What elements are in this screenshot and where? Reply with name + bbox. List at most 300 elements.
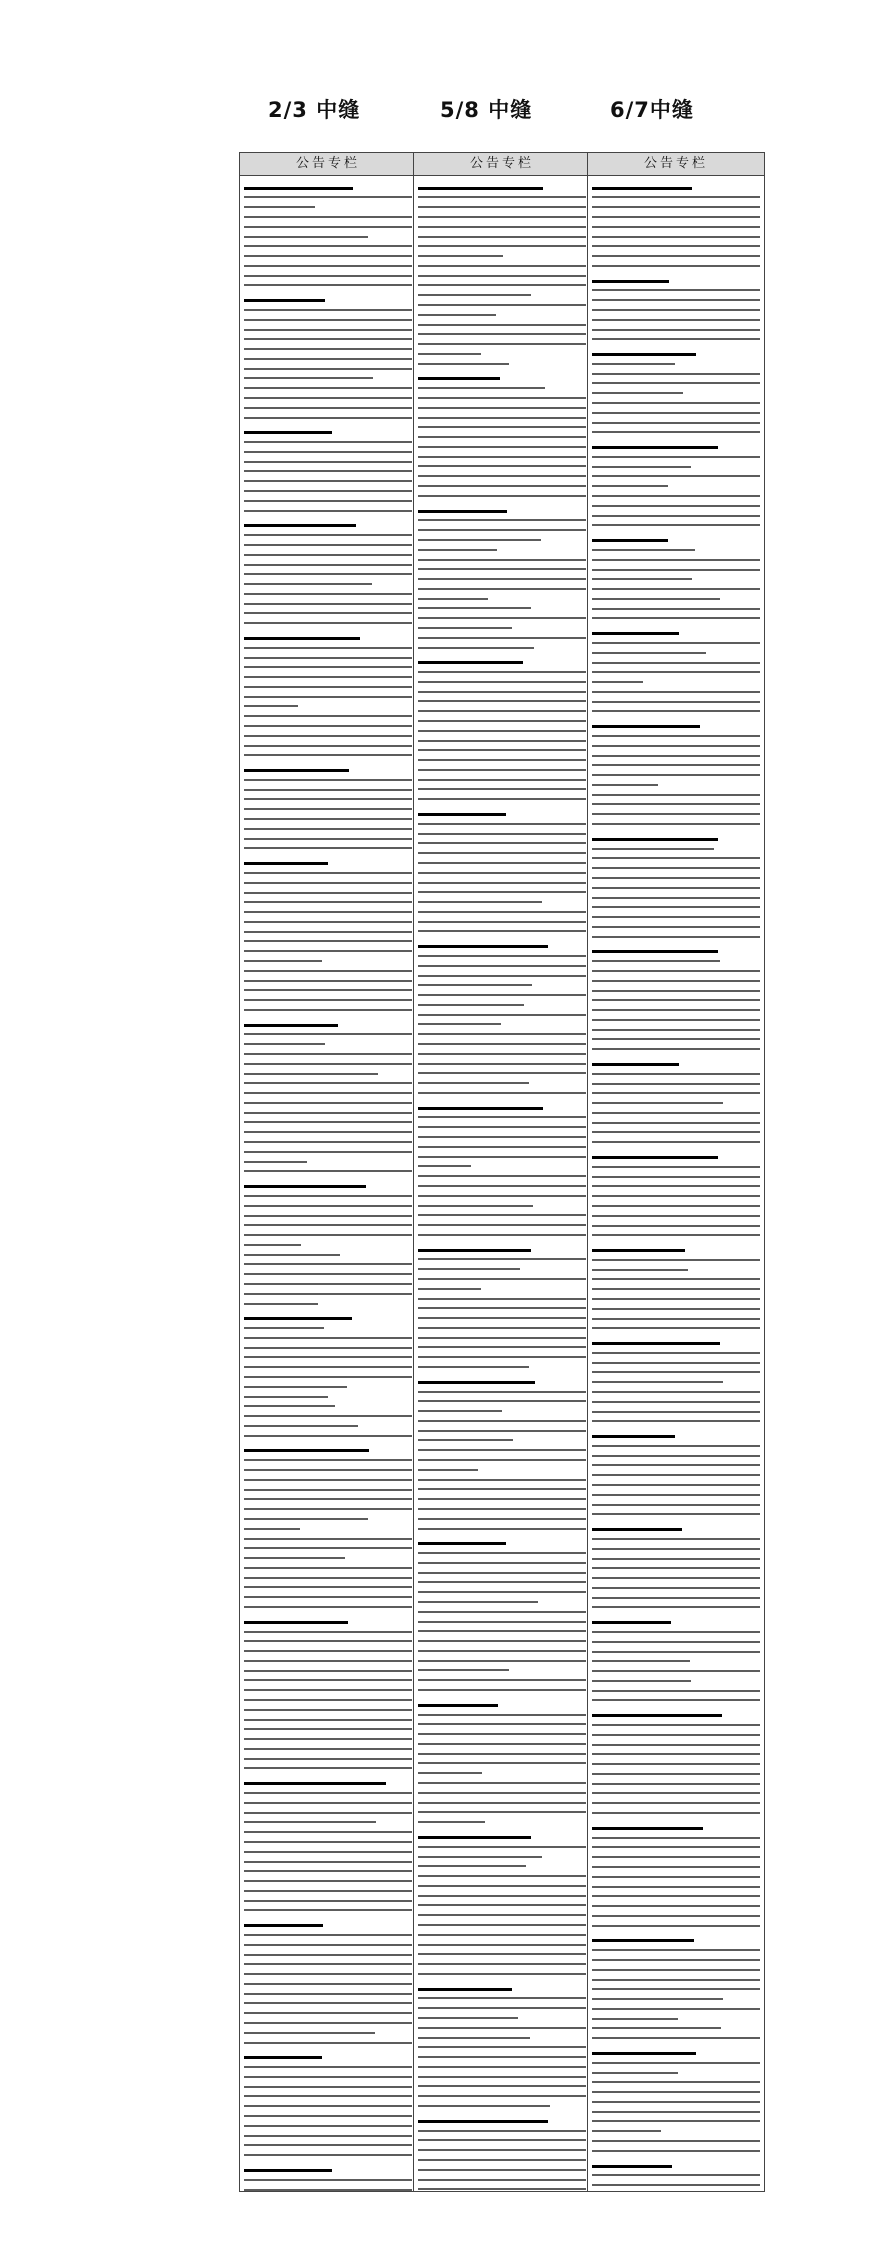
text-line <box>418 1518 586 1525</box>
text-line <box>418 1092 586 1099</box>
text-line <box>244 2076 412 2083</box>
text-line <box>592 1048 760 1055</box>
text-line <box>592 319 760 326</box>
column-title: 公告专栏 <box>414 153 590 176</box>
text-line <box>592 897 760 904</box>
text-line <box>418 975 586 982</box>
text-line <box>244 1273 412 1280</box>
text-line <box>418 333 586 340</box>
text-line <box>418 1895 586 1902</box>
text-line <box>592 2037 760 2044</box>
notice-column-2 <box>413 152 591 2192</box>
text-line <box>418 1792 586 1799</box>
notice-heading-line <box>592 1249 760 1256</box>
text-line <box>244 838 412 845</box>
text-line <box>418 206 586 213</box>
text-line <box>418 1611 586 1618</box>
text-line <box>592 1846 760 1853</box>
text-line <box>418 779 586 786</box>
text-line <box>592 1724 760 1731</box>
text-line <box>418 324 586 331</box>
text-line <box>244 1195 412 1202</box>
notice-heading-line <box>592 1621 760 1628</box>
text-line <box>244 583 412 590</box>
paragraph-gap <box>592 2157 760 2162</box>
text-line <box>244 960 412 967</box>
text-line <box>418 1963 586 1970</box>
notice-heading-line <box>592 187 760 194</box>
notice-heading-line <box>592 1939 760 1946</box>
text-line <box>418 1449 586 1456</box>
text-line <box>592 2184 760 2191</box>
text-line <box>592 1631 760 1638</box>
text-line <box>418 2007 586 2014</box>
text-line <box>418 1488 586 1495</box>
text-line <box>418 1400 586 1407</box>
text-line <box>244 206 412 213</box>
notice-heading-line <box>592 1435 760 1442</box>
text-line <box>592 1895 760 1902</box>
text-line <box>418 882 586 889</box>
text-line <box>592 1318 760 1325</box>
notice-heading-line <box>592 280 760 287</box>
text-line <box>244 348 412 355</box>
text-line <box>592 1925 760 1932</box>
text-line <box>418 1391 586 1398</box>
paragraph-gap <box>418 179 586 184</box>
text-line <box>244 1767 412 1774</box>
text-line <box>592 1141 760 1148</box>
text-line <box>418 1723 586 1730</box>
text-line <box>592 2111 760 2118</box>
text-line <box>418 1298 586 1305</box>
notice-heading-line <box>418 187 586 194</box>
text-line <box>592 1979 760 1986</box>
text-line <box>592 867 760 874</box>
paragraph-gap <box>244 2161 412 2166</box>
text-line <box>244 1640 412 1647</box>
text-line <box>244 1293 412 1300</box>
notice-heading-line <box>244 2169 412 2176</box>
text-line <box>244 1983 412 1990</box>
notice-heading-line <box>418 1542 586 1549</box>
text-line <box>592 1783 760 1790</box>
text-line <box>418 1865 586 1872</box>
text-line <box>592 1122 760 1129</box>
text-line <box>244 338 412 345</box>
text-line <box>418 1679 586 1686</box>
text-line <box>244 329 412 336</box>
text-line <box>418 710 586 717</box>
text-line <box>592 422 760 429</box>
paragraph-gap <box>592 830 760 835</box>
text-line <box>244 2115 412 2122</box>
text-line <box>244 1121 412 1128</box>
paragraph-gap <box>244 292 412 297</box>
text-line <box>592 1278 760 1285</box>
notice-heading-line <box>418 945 586 952</box>
text-line <box>592 1327 760 1334</box>
text-line <box>592 1131 760 1138</box>
text-line <box>418 1346 586 1353</box>
text-line <box>244 725 412 732</box>
text-line <box>592 1185 760 1192</box>
text-line <box>244 1489 412 1496</box>
text-line <box>418 1317 586 1324</box>
text-line <box>244 1577 412 1584</box>
text-line <box>418 1753 586 1760</box>
notice-heading-line <box>244 1185 412 1192</box>
text-line <box>244 2032 412 2039</box>
text-line <box>592 309 760 316</box>
text-line <box>418 1258 586 1265</box>
text-line <box>592 569 760 576</box>
text-line <box>418 1175 586 1182</box>
notice-heading-line <box>592 725 760 732</box>
text-line <box>418 255 586 262</box>
text-line <box>244 1092 412 1099</box>
text-line <box>418 216 586 223</box>
text-line <box>244 872 412 879</box>
text-line <box>244 1131 412 1138</box>
text-line <box>418 1430 586 1437</box>
paragraph-gap <box>418 1828 586 1833</box>
text-line <box>418 769 586 776</box>
text-line <box>418 407 586 414</box>
text-line <box>244 1728 412 1735</box>
text-line <box>244 2095 412 2102</box>
text-line <box>244 284 412 291</box>
text-line <box>592 299 760 306</box>
text-line <box>244 808 412 815</box>
text-line <box>244 892 412 899</box>
text-line <box>418 2017 586 2024</box>
text-line <box>418 1846 586 1853</box>
text-line <box>418 2159 586 2166</box>
text-line <box>592 1112 760 1119</box>
text-line <box>418 529 586 536</box>
text-line <box>418 1072 586 1079</box>
text-line <box>244 1650 412 1657</box>
notice-heading-line <box>244 637 412 644</box>
text-line <box>592 1269 760 1276</box>
text-line <box>244 1508 412 1515</box>
text-line <box>418 485 586 492</box>
paragraph-gap <box>592 1055 760 1060</box>
text-line <box>244 2154 412 2161</box>
text-line <box>244 1900 412 1907</box>
text-line <box>418 196 586 203</box>
text-line <box>244 1009 412 1016</box>
text-line <box>244 2042 412 2049</box>
text-line <box>244 480 412 487</box>
text-line <box>418 1126 586 1133</box>
text-line <box>418 1004 586 1011</box>
paragraph-gap <box>418 1535 586 1540</box>
text-line <box>244 1954 412 1961</box>
paragraph-gap <box>244 424 412 429</box>
text-line <box>418 994 586 1001</box>
text-line <box>592 431 760 438</box>
paragraph-gap <box>418 370 586 375</box>
text-line <box>418 1944 586 1951</box>
notice-heading-line <box>418 1988 586 1995</box>
notice-heading-line <box>418 1107 586 1114</box>
text-line <box>592 1915 760 1922</box>
text-line <box>418 549 586 556</box>
text-line <box>418 578 586 585</box>
text-line <box>244 1459 412 1466</box>
text-line <box>418 798 586 805</box>
text-line <box>418 2037 586 2044</box>
text-line <box>244 593 412 600</box>
text-line <box>592 466 760 473</box>
text-line <box>592 196 760 203</box>
text-line <box>592 1455 760 1462</box>
text-line <box>592 1391 760 1398</box>
text-line <box>418 1581 586 1588</box>
text-line <box>592 1886 760 1893</box>
text-line <box>592 2130 760 2137</box>
text-line <box>244 544 412 551</box>
text-line <box>418 2179 586 2186</box>
text-line <box>418 788 586 795</box>
paragraph-gap <box>592 1148 760 1153</box>
text-line <box>244 461 412 468</box>
paragraph-gap <box>592 1335 760 1340</box>
text-line <box>418 1156 586 1163</box>
text-line <box>418 1459 586 1466</box>
text-line <box>244 226 412 233</box>
text-line <box>592 1763 760 1770</box>
text-line <box>592 2018 760 2025</box>
text-line <box>244 1366 412 1373</box>
text-line <box>244 657 412 664</box>
text-line <box>244 554 412 561</box>
text-line <box>418 1743 586 1750</box>
text-line <box>418 353 586 360</box>
text-line <box>592 794 760 801</box>
text-line <box>244 789 412 796</box>
text-line <box>418 637 586 644</box>
notice-heading-line <box>592 1342 760 1349</box>
text-line <box>418 823 586 830</box>
text-line <box>418 1914 586 1921</box>
text-line <box>418 1205 586 1212</box>
text-line <box>592 1381 760 1388</box>
text-line <box>418 343 586 350</box>
text-line <box>592 255 760 262</box>
notice-heading-line <box>244 299 412 306</box>
text-line <box>592 1166 760 1173</box>
text-line <box>592 755 760 762</box>
text-line <box>418 1621 586 1628</box>
text-line <box>418 1479 586 1486</box>
paragraph-gap <box>244 2049 412 2054</box>
text-line <box>592 906 760 913</box>
text-line <box>244 911 412 918</box>
text-line <box>418 740 586 747</box>
text-line <box>418 1082 586 1089</box>
text-line <box>592 1876 760 1883</box>
text-line <box>418 1337 586 1344</box>
column-body <box>240 176 416 2192</box>
text-line <box>592 1215 760 1222</box>
text-line <box>244 510 412 517</box>
text-line <box>244 1102 412 1109</box>
section-header-2: 5/8 中缝 <box>440 98 533 122</box>
paragraph-gap <box>418 1373 586 1378</box>
text-line <box>244 1263 412 1270</box>
text-line <box>592 1641 760 1648</box>
text-line <box>418 1410 586 1417</box>
text-line <box>244 1112 412 1119</box>
text-line <box>244 1170 412 1177</box>
text-line <box>592 1753 760 1760</box>
text-line <box>592 926 760 933</box>
text-line <box>418 1924 586 1931</box>
text-line <box>418 475 586 482</box>
text-line <box>592 2140 760 2147</box>
text-line <box>592 1225 760 1232</box>
paragraph-gap <box>244 1613 412 1618</box>
text-line <box>418 446 586 453</box>
text-line <box>244 686 412 693</box>
text-line <box>244 828 412 835</box>
text-line <box>592 1484 760 1491</box>
text-line <box>592 617 760 624</box>
notice-heading-line <box>418 2120 586 2127</box>
text-line <box>418 539 586 546</box>
text-line <box>244 1405 412 1412</box>
text-line <box>244 1963 412 1970</box>
text-line <box>418 681 586 688</box>
text-line <box>244 901 412 908</box>
text-line <box>592 598 760 605</box>
text-line <box>244 1498 412 1505</box>
text-line <box>244 358 412 365</box>
text-line <box>244 1660 412 1667</box>
text-line <box>592 363 760 370</box>
column-body <box>414 176 590 2192</box>
text-line <box>418 1640 586 1647</box>
text-line <box>418 759 586 766</box>
text-line <box>244 1043 412 1050</box>
text-line <box>592 784 760 791</box>
text-line <box>592 216 760 223</box>
text-line <box>244 989 412 996</box>
text-line <box>244 882 412 889</box>
text-line <box>592 1866 760 1873</box>
notice-heading-line <box>244 524 412 531</box>
text-line <box>418 691 586 698</box>
text-line <box>244 2086 412 2093</box>
text-line <box>592 206 760 213</box>
text-line <box>592 2091 760 2098</box>
text-line <box>244 1821 412 1828</box>
text-line <box>244 1303 412 1310</box>
text-line <box>244 2125 412 2132</box>
text-line <box>244 265 412 272</box>
text-line <box>592 1660 760 1667</box>
text-line <box>244 1738 412 1745</box>
text-line <box>244 1944 412 1951</box>
text-line <box>244 1758 412 1765</box>
text-line <box>592 823 760 830</box>
text-line <box>244 1689 412 1696</box>
text-line <box>592 1259 760 1266</box>
text-line <box>592 916 760 923</box>
text-line <box>592 588 760 595</box>
notice-heading-line <box>592 1528 760 1535</box>
text-line <box>244 196 412 203</box>
text-line <box>592 701 760 708</box>
text-line <box>592 1308 760 1315</box>
notice-heading-line <box>418 661 586 668</box>
text-line <box>244 1386 412 1393</box>
text-line <box>592 265 760 272</box>
text-line <box>592 774 760 781</box>
column-body <box>588 176 764 2192</box>
text-line <box>418 617 586 624</box>
text-line <box>592 1538 760 1545</box>
text-line <box>418 1733 586 1740</box>
text-line <box>592 1837 760 1844</box>
text-line <box>592 1073 760 1080</box>
text-line <box>418 2056 586 2063</box>
notice-heading-line <box>592 1714 760 1721</box>
text-line <box>418 1327 586 1334</box>
text-line <box>244 1356 412 1363</box>
text-line <box>418 588 586 595</box>
text-line <box>418 862 586 869</box>
text-line <box>418 1630 586 1637</box>
text-line <box>244 1812 412 1819</box>
text-line <box>244 1831 412 1838</box>
text-line <box>418 245 586 252</box>
text-line <box>418 1821 586 1828</box>
paragraph-gap <box>592 1241 760 1246</box>
text-line <box>592 578 760 585</box>
text-line <box>244 1151 412 1158</box>
notice-heading-line <box>592 950 760 957</box>
text-line <box>418 2046 586 2053</box>
text-line <box>244 1396 412 1403</box>
text-line <box>592 456 760 463</box>
text-line <box>244 319 412 326</box>
text-line <box>592 662 760 669</box>
text-line <box>418 2076 586 2083</box>
text-line <box>592 1734 760 1741</box>
text-line <box>418 314 586 321</box>
text-line <box>244 573 412 580</box>
text-line <box>418 1356 586 1363</box>
section-header-1: 2/3 中缝 <box>268 98 361 122</box>
text-line <box>244 2022 412 2029</box>
text-line <box>592 1690 760 1697</box>
text-line <box>418 1195 586 1202</box>
text-line <box>244 441 412 448</box>
text-line <box>418 852 586 859</box>
text-line <box>418 568 586 575</box>
text-line <box>244 1709 412 1716</box>
text-line <box>418 1420 586 1427</box>
text-line <box>418 671 586 678</box>
text-line <box>418 1660 586 1667</box>
text-line <box>592 1234 760 1241</box>
text-line <box>418 1043 586 1050</box>
text-line <box>592 1464 760 1471</box>
